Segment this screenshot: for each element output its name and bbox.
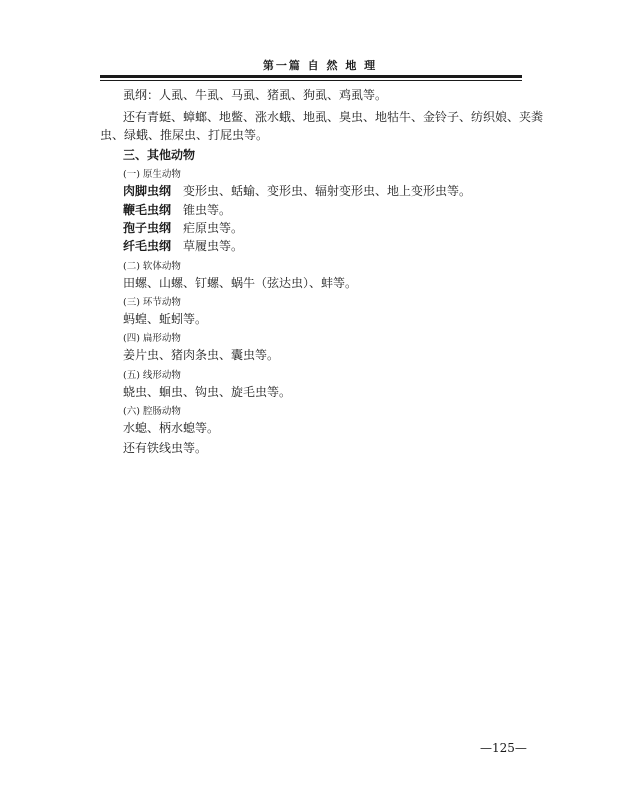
lice-line: 虱纲：人虱、牛虱、马虱、猪虱、狗虱、鸡虱等。 — [123, 88, 388, 102]
annelida-heading: (三) 环节动物 — [123, 297, 181, 308]
ciliata-class: 纤毛虫纲 — [123, 239, 172, 253]
running-header: 第一篇 自 然 地 理 — [262, 59, 378, 72]
annelida-items: 蚂蝗、蚯蚓等。 — [123, 312, 208, 326]
sporozoa-items: 疟原虫等。 — [183, 221, 244, 235]
section-three-heading: 三、其他动物 — [123, 148, 196, 162]
flagellata-row — [123, 203, 231, 217]
nematoda-heading: (五) 线形动物 — [123, 370, 181, 381]
ciliata-row — [123, 239, 243, 253]
flagellata-class: 鞭毛虫纲 — [123, 203, 172, 217]
mollusca-heading: (二) 软体动物 — [123, 261, 181, 272]
mollusca-items: 田螺、山螺、钉螺、蜗牛（弦达虫）、蚌等。 — [123, 276, 358, 290]
sarcodina-row — [123, 184, 471, 198]
page-number: —125— — [480, 741, 527, 755]
flatworm-items: 姜片虫、猪肉条虫、囊虫等。 — [123, 348, 280, 362]
insects-line-2: 虫、绿蛾、推屎虫、打屁虫等。 — [100, 128, 269, 142]
nematoda-items: 蛲虫、蛔虫、钩虫、旋毛虫等。 — [123, 385, 292, 399]
ciliata-items: 草履虫等。 — [183, 239, 244, 253]
flatworm-heading: (四) 扁形动物 — [123, 333, 181, 344]
insects-line-1: 还有青蜓、蟑螂、地鳖、涨水蛾、地虱、臭虫、地牯牛、金铃子、纺织娘、夹粪 — [123, 110, 544, 124]
coelenterata-heading: (六) 腔肠动物 — [123, 406, 181, 417]
sporozoa-class: 孢子虫纲 — [123, 221, 172, 235]
closing-line: 还有铁线虫等。 — [123, 441, 208, 455]
sarcodina-items: 变形虫、蛞蝓、变形虫、辐射变形虫、地上变形虫等。 — [183, 184, 472, 198]
flagellata-items: 锥虫等。 — [183, 203, 232, 217]
coelenterata-items: 水螅、柄水螅等。 — [123, 421, 220, 435]
protozoa-heading: (一) 原生动物 — [123, 169, 181, 180]
header-rule-thick — [100, 75, 522, 78]
sarcodina-class: 肉脚虫纲 — [123, 184, 172, 198]
sporozoa-row — [123, 221, 243, 235]
header-rule-thin — [100, 80, 522, 81]
